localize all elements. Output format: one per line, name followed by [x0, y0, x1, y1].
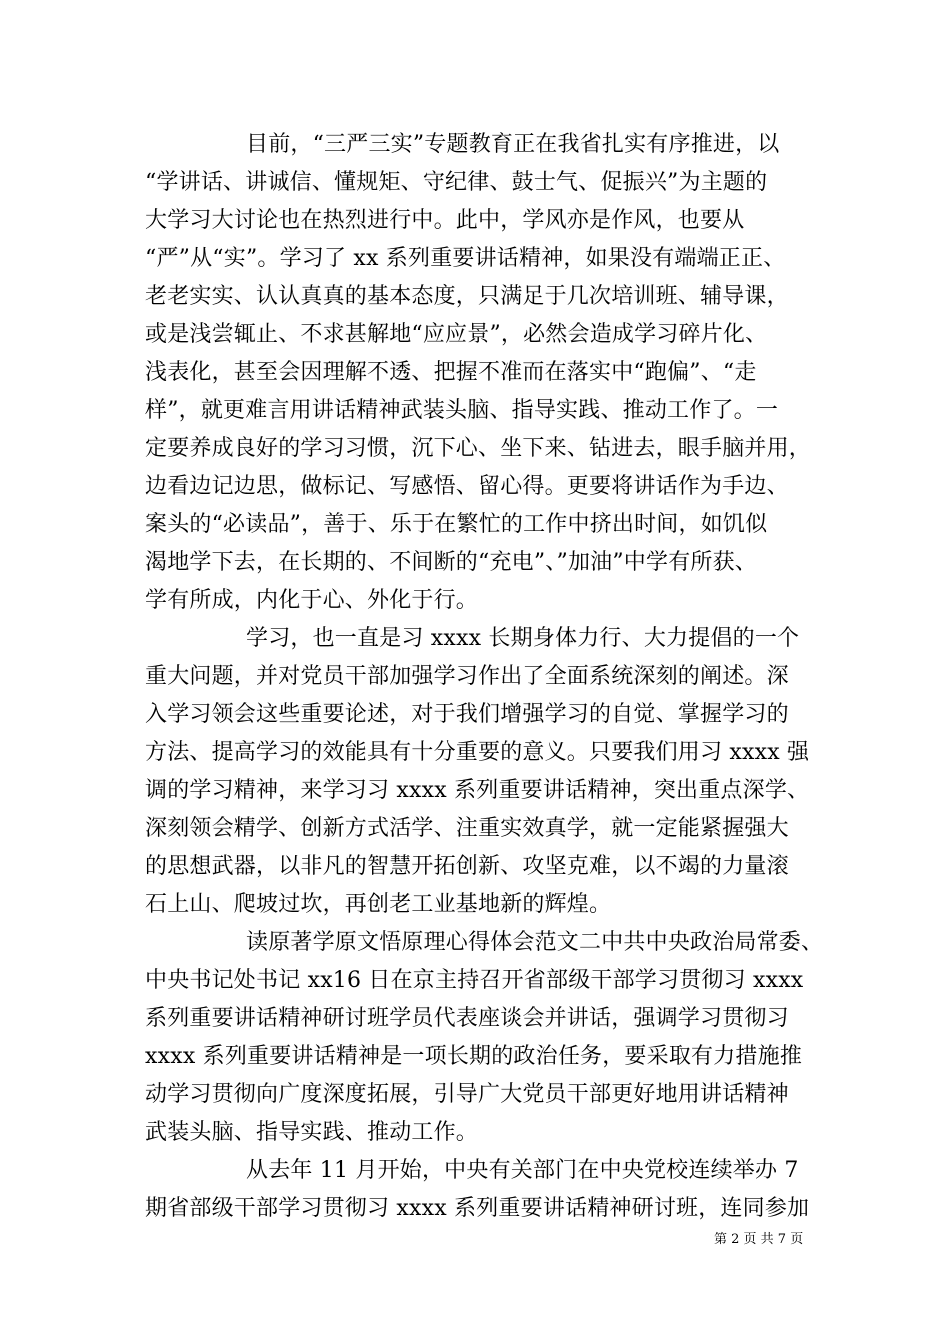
paragraph-2-line-3: 入学习领会这些重要论述，对于我们增强学习的自觉、掌握学习的 [145, 702, 789, 727]
paragraph-3-line-3: 系列重要讲话精神研讨班学员代表座谈会并讲话，强调学习贯彻习 [145, 1006, 789, 1031]
paragraph-3-line-2: 中央书记处书记 xx16 日在京主持召开省部级干部学习贯彻习 xxxx [145, 968, 804, 993]
paragraph-3-line-5: 动学习贯彻向广度深度拓展，引导广大党员干部更好地用讲话精神 [145, 1082, 789, 1107]
paragraph-1-line-8: 样”，就更难言用讲话精神武装头脑、指导实践、推动工作了。一 [145, 398, 779, 423]
paragraph-2-line-7: 的思想武器，以非凡的智慧开拓创新、攻坚克难，以不竭的力量滚 [145, 854, 789, 879]
page-number: 第 2 页 共 7 页 [714, 1232, 804, 1247]
paragraph-2-line-2: 重大问题，并对党员干部加强学习作出了全面系统深刻的阐述。深 [145, 664, 789, 689]
paragraph-4-line-2: 期省部级干部学习贯彻习 xxxx 系列重要讲话精神研讨班，连同参加 [145, 1196, 810, 1221]
paragraph-2-line-5: 调的学习精神，来学习习 xxxx 系列重要讲话精神，突出重点深学、 [145, 778, 810, 803]
paragraph-1-line-6: 或是浅尝辄止、不求甚解地“应应景”，必然会造成学习碎片化、 [145, 322, 768, 347]
paragraph-1-line-11: 案头的“必读品”，善于、乐于在繁忙的工作中挤出时间，如饥似 [145, 512, 768, 537]
paragraph-2-line-6: 深刻领会精学、创新方式活学、注重实效真学，就一定能紧握强大 [145, 816, 789, 841]
paragraph-2-line-4: 方法、提高学习的效能具有十分重要的意义。只要我们用习 xxxx 强 [145, 740, 810, 765]
paragraph-1-line-10: 边看边记边思，做标记、写感悟、留心得。更要将讲话作为手边、 [145, 474, 789, 499]
paragraph-3-line-4: xxxx 系列重要讲话精神是一项长期的政治任务，要采取有力措施推 [145, 1044, 803, 1069]
paragraph-2-line-8: 石上山、爬坡过坎，再创老工业基地新的辉煌。 [145, 892, 612, 917]
paragraph-4-line-1: 从去年 11 月开始，中央有关部门在中央党校连续举办 7 [246, 1158, 799, 1183]
paragraph-2-line-1: 学习，也一直是习 xxxx 长期身体力行、大力提倡的一个 [246, 626, 800, 651]
paragraph-1-line-4: “严”从“实”。学习了 xx 系列重要讲话精神，如果没有端端正正、 [145, 246, 786, 271]
paragraph-3-line-1: 读原著学原文悟原理心得体会范文二中共中央政治局常委、 [246, 930, 824, 955]
paragraph-1-line-12: 渴地学下去，在长期的、不间断的“充电”、”加油”中学有所获、 [145, 550, 757, 575]
paragraph-1-line-2: “学讲话、讲诚信、懂规矩、守纪律、鼓士气、促振兴”为主题的 [145, 170, 768, 195]
paragraph-1-line-1: 目前，“三严三实”专题教育正在我省扎实有序推进，以 [246, 132, 780, 157]
paragraph-3-line-6: 武装头脑、指导实践、推动工作。 [145, 1120, 479, 1145]
paragraph-1-line-5: 老老实实、认认真真的基本态度，只满足于几次培训班、辅导课， [145, 284, 789, 309]
paragraph-1-line-13: 学有所成，内化于心、外化于行。 [145, 588, 479, 613]
paragraph-1-line-7: 浅表化，甚至会因理解不透、把握不准而在落实中“跑偏”、“走 [145, 360, 757, 385]
paragraph-1-line-9: 定要养成良好的学习习惯，沉下心、坐下来、钻进去，眼手脑并用， [145, 436, 812, 461]
paragraph-1-line-3: 大学习大讨论也在热烈进行中。此中，学风亦是作风，也要从 [145, 208, 745, 233]
